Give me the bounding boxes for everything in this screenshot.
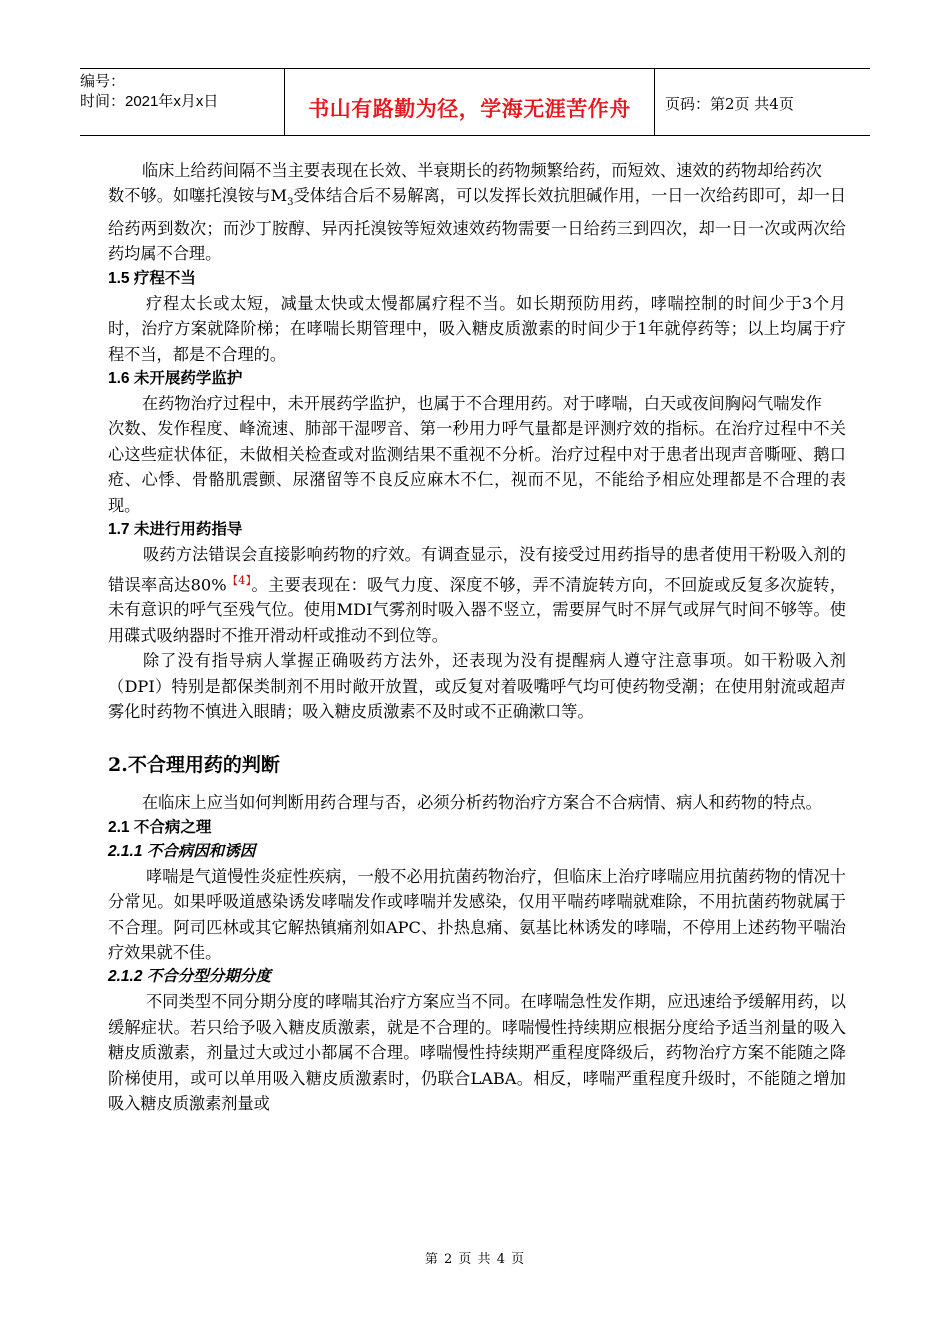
- paragraph-text: 。主要表现在：吸气力度、深度不够，弄不清旋转方向，不回旋或反复多次旋转，未有意识的呼气至残气位。使用MDI气雾剂时吸入器不竖立，需要屏气时不屏气或屏气时间不够等。使用碟式吸纳器时不推开滑动杆或推动不到位等。: [108, 574, 847, 645]
- paragraph-judgement-intro: 在临床上应当如何判断用药合理与否，必须分析药物治疗方案合不合病情、病人和药物的特点。: [142, 793, 822, 813]
- paragraph-text: 受体结合后不易解离，可以发挥长效抗胆碱作用，一日一次给药即可，却一日给药两到数次；而沙丁胺醇、异丙托溴铵等短效速效药物需要一日给药三到四次，却一日一次或两次给药均属不合理。: [108, 186, 847, 264]
- document-number-label: 编号：: [80, 73, 126, 90]
- section-heading-2-1-2: 2.1.2 不合分型分期分度: [108, 968, 271, 986]
- paragraph-classification: 不同类型不同分期分度的哮喘其治疗方案应当不同。在哮喘急性发作期，应迅速给予缓解用药，以缓解症状。若只给予吸入糖皮质激素，就是不合理的。哮喘慢性持续期应根据分度给予适当剂量的吸入糖皮质激素，剂量过大或过小都属不合理。哮喘慢性持续期严重程度降级后，药物治疗方案不能随之降阶梯使用，或可以单用吸入糖皮质激素时，仍联合LABA。相反，哮喘严重程度升级时，不能随之增加吸入糖皮质激素剂量或: [108, 992, 846, 1113]
- section-heading-1-5: 1.5 疗程不当: [108, 269, 196, 287]
- subscript: 3: [287, 197, 294, 209]
- page-header: [80, 68, 870, 136]
- document-body: [108, 158, 846, 1116]
- paragraph-text: 数不够。如噻托溴铵与M: [108, 186, 288, 206]
- paragraph-etiology: 哮喘是气道慢性炎症性疾病，一般不必用抗菌药物治疗，但临床上治疗哮喘应用抗菌药物的情况十分常见。如果呼吸道感染诱发哮喘发作或哮喘并发感染，仅用平喘药哮喘就难除，不用抗菌药物就属于不合理。阿司匹林或其它解热镇痛剂如APC、扑热息痛、氨基比林诱发的哮喘，不停用上述药物平喘治疗效果就不佳。: [108, 866, 846, 962]
- header-motto-cell: [285, 69, 655, 135]
- chapter-heading-2: 2.不合理用药的判断: [108, 754, 280, 777]
- header-motto: 书山有路勤为径，学海无涯苦作舟: [308, 96, 631, 121]
- paragraph-course: 疗程太长或太短，减量太快或太慢都属疗程不当。如长期预防用药，哮喘控制的时间少于3个月时，治疗方案就降阶梯；在哮喘长期管理中，吸入糖皮质激素的时间少于1年就停药等；以上均属于疗程不当，都是不合理的。: [108, 293, 846, 364]
- paragraph-dosing-interval: [108, 183, 846, 266]
- header-page-number: 页码：第2页 共4页: [665, 95, 794, 113]
- paragraph-precautions: 除了没有指导病人掌握正确吸药方法外，还表现为没有提醒病人遵守注意事项。如干粉吸入剂（DPI）特别是都保类制剂不用时敞开放置，或反复对着吸嘴呼气均可使药物受潮；在使用射流或超声雾化时药物不慎进入眼睛；吸入糖皮质激素不及时或不正确漱口等。: [108, 651, 846, 721]
- document-time-label: 时间：2021年x月x日: [80, 93, 219, 110]
- section-heading-1-6: 1.6 未开展药学监护: [108, 370, 243, 388]
- paragraph-dosing-interval-intro: 临床上给药间隔不当主要表现在长效、半衰期长的药物频繁给药，而短效、速效的药物却给药次: [142, 161, 822, 180]
- paragraph-text: 吸药方法错误会直接影响药物的疗效。有调查显示，没有接受过用药指导的患者使用干粉吸入剂的错误率高达80%: [108, 545, 846, 594]
- paragraph-monitoring-intro: 在药物治疗过程中，未开展药学监护，也属于不合理用药。对于哮喘，白天或夜间胸闷气喘发作: [142, 394, 822, 414]
- header-meta: [80, 69, 285, 135]
- header-page-cell: [655, 69, 870, 135]
- section-heading-1-7: 1.7 未进行用药指导: [108, 521, 243, 539]
- citation-reference: 【4】: [226, 573, 252, 587]
- page-footer: 第 2 页 共 4 页: [424, 1252, 526, 1267]
- section-heading-2-1: 2.1 不合病之理: [108, 818, 212, 836]
- paragraph-guidance: [108, 542, 846, 648]
- paragraph-monitoring: 次数、发作程度、峰流速、肺部干湿啰音、第一秒用力呼气量都是评测疗效的指标。在治疗过程中不关心这些症状体征，未做相关检查或对监测结果不重视不分析。治疗过程中对于患者出现声音嘶哑、鹅口疮、心悸、骨骼肌震颤、尿潴留等不良反应麻木不仁，视而不见，不能给予相应处理都是不合理的表现。: [108, 419, 846, 515]
- section-heading-2-1-1: 2.1.1 不合病因和诱因: [108, 842, 256, 860]
